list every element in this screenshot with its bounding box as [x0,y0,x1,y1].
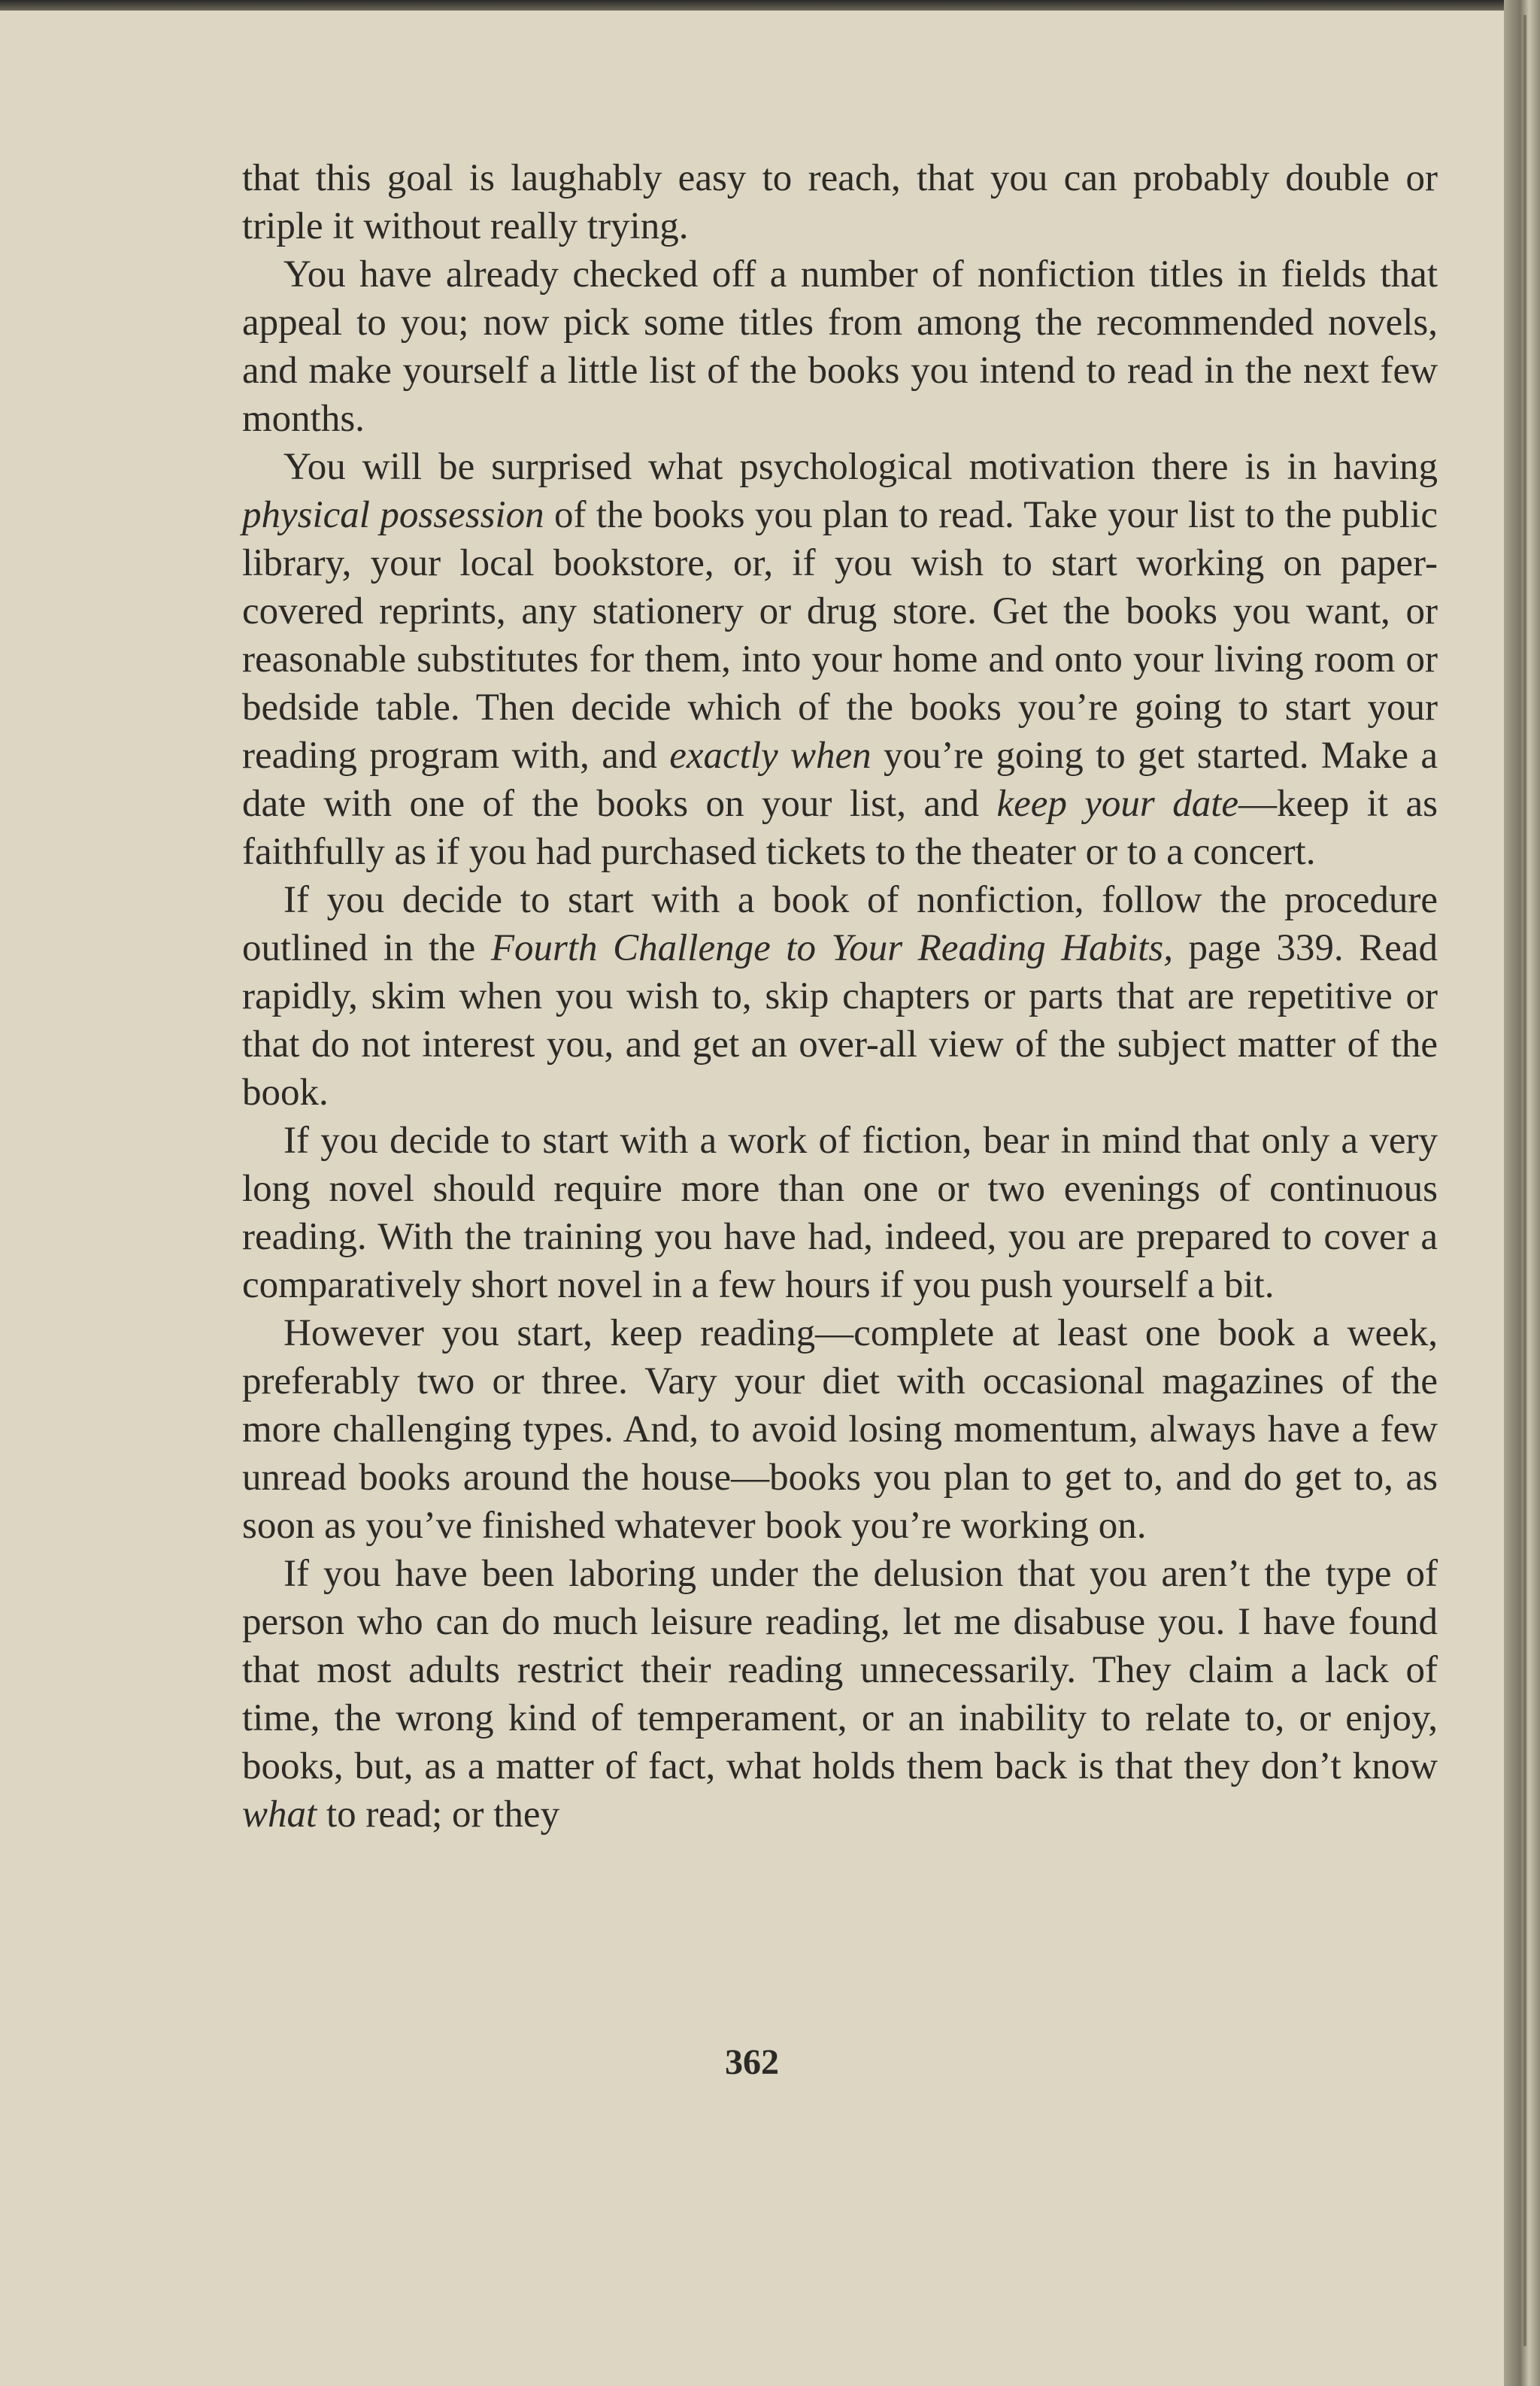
paragraph-2 [242,250,1438,443]
body-text [242,154,1438,1839]
scan-top-edge [0,0,1540,11]
emphasis-exactly-when: exactly when [669,735,872,777]
book-spine-shadow [1504,0,1540,2386]
emphasis-keep-your-date: keep your date [996,783,1239,825]
text-segment: If you decide to start with a work of fiction, bear in mind that only a very long novel should require more than one or two evenings of continuous reading. With the training you have had, indeed, you are prepared to cover a comparatively short novel in a few hours if you push yourself a bit. [242,1120,1438,1306]
paragraph-5 [242,1117,1438,1309]
text-segment: You have already checked off a number of nonfiction titles in fields that appeal to you; now pick some titles from among the recommended novels, and make yourself a little list of the books you intend to read in the next few months. [242,253,1438,440]
paragraph-3 [242,443,1438,876]
text-segment: page 339. Read rapidly, skim when you wish to, skip chapters or parts that are repetitive or that do not interest you, and get an over-all view of the subject matter of the book. [242,927,1438,1114]
text-segment: that this goal is laughably easy to reach, that you can probably double or triple it without really trying. [242,157,1438,247]
page-number: 362 [725,2042,779,2082]
paragraph-7 [242,1550,1438,1839]
paragraph-1 [242,154,1438,250]
text-segment: If you decide to start with a book of nonfiction, follow the procedure outlined in the [242,879,1438,969]
emphasis-book-title: Fourth Challenge to Your Reading Habits, [490,927,1173,969]
paragraph-4 [242,876,1438,1117]
paragraph-6 [242,1309,1438,1550]
text-segment: of the books you plan to read. Take your list to the public library, your local bookstore, or, if you wish to start working on paper-covered reprints, any stationery or drug store. Get the books you want, or reasonable substitutes for them, into your home and onto your living room or bedside table. Then decide which of the books you’re going to start your reading program with, and [242,494,1438,777]
spine-gutter-line [1523,15,1526,2346]
text-segment: However you start, keep reading—complete at least one book a week, preferably two or three. Vary your diet with occasional magazines of the more challenging types. And, to avoid losing momentum, always have a few unread books around the house—books you plan to get to, and do get to, as soon as you’ve finished whatever book you’re working on. [242,1312,1438,1547]
text-segment: you’re going to get started. Make a date with one of the books on your list, and [242,735,1438,825]
text-segment: to read; or they [317,1793,560,1836]
emphasis-what: what [242,1793,317,1836]
text-segment: —keep it as faithfully as if you had purchased tickets to the theater or to a concert. [242,783,1438,873]
emphasis-physical-possession: physical possession [242,494,544,536]
text-segment: If you have been laboring under the delusion that you aren’t the type of person who can do much leisure reading, let me disabuse you. I have found that most adults restrict their reading unnecessarily. They claim a lack of time, the wrong kind of temperament, or an inability to relate to, or enjoy, books, but, as a matter of fact, what holds them back is that they don’t know [242,1553,1438,1787]
text-segment: You will be surprised what psychological motivation there is in having [283,446,1438,488]
